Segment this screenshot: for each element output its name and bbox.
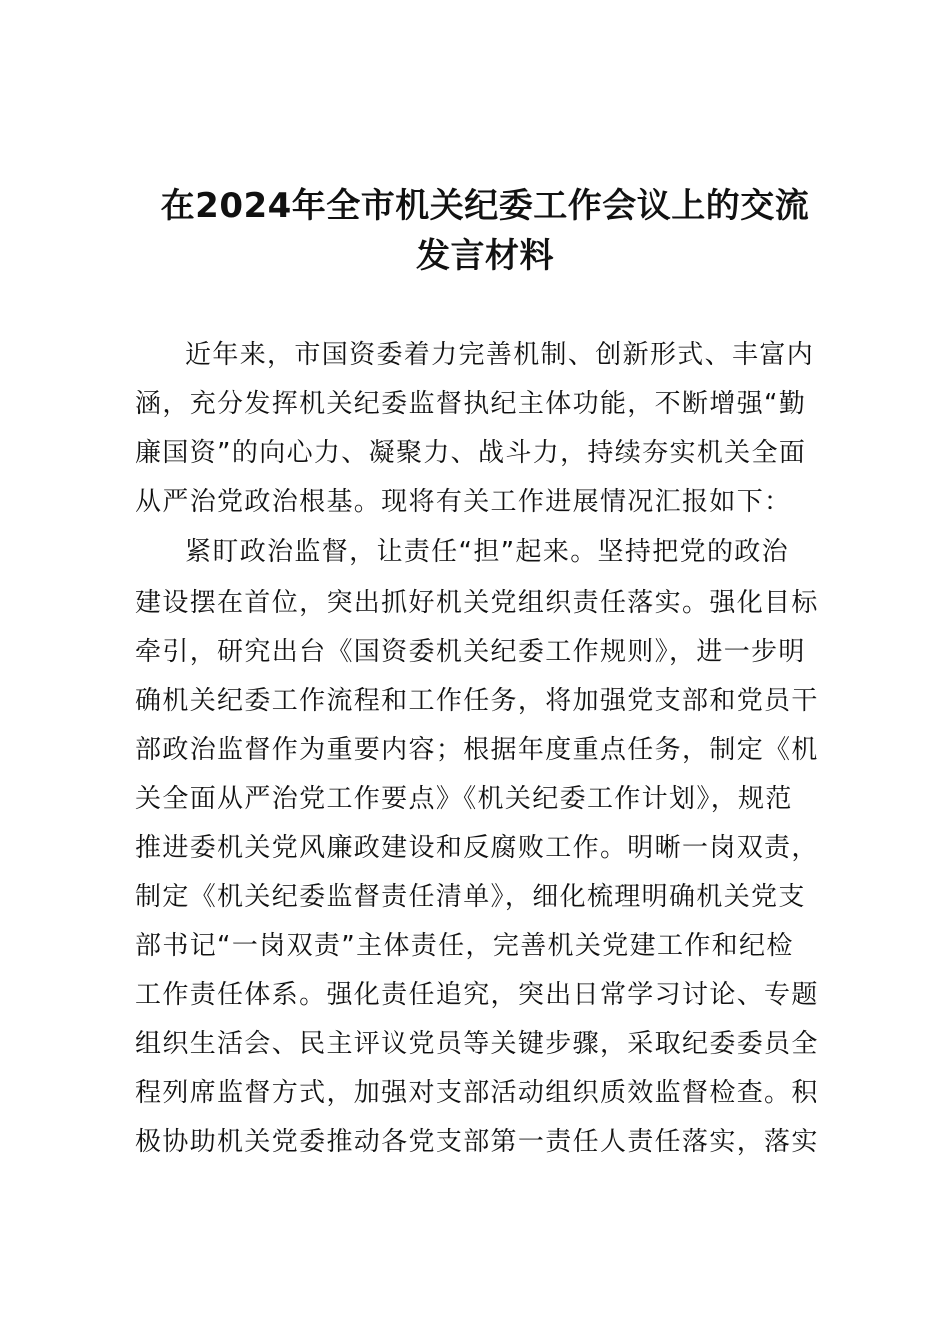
paragraph-2-line-4: 确机关纪委工作流程和工作任务，将加强党支部和党员干 <box>135 686 819 716</box>
paragraph-2-line-8: 制定《机关纪委监督责任清单》，细化梳理明确机关党支 <box>135 882 806 912</box>
paragraph-2-line-1: 紧盯政治监督，让责任“担”起来。坚持把党的政治 <box>185 537 789 567</box>
paragraph-1-line-3: 廉国资”的向心力、凝聚力、战斗力，持续夯实机关全面 <box>135 438 807 468</box>
paragraph-2-line-7: 推进委机关党风廉政建设和反腐败工作。明晰一岗双责， <box>135 833 819 863</box>
document-title-line-2: 发言材料 <box>416 236 554 276</box>
paragraph-2-line-2: 建设摆在首位，突出抓好机关党组织责任落实。强化目标 <box>135 588 819 618</box>
paragraph-2-line-6: 关全面从严治党工作要点》《机关纪委工作计划》，规范 <box>135 784 793 814</box>
document-title-line-1: 在2024年全市机关纪委工作会议上的交流 <box>160 186 810 226</box>
paragraph-2-line-5: 部政治监督作为重要内容；根据年度重点任务，制定《机 <box>135 735 819 765</box>
paragraph-2-line-11: 组织生活会、民主评议党员等关键步骤，采取纪委委员全 <box>135 1029 819 1059</box>
paragraph-1-line-1: 近年来，市国资委着力完善机制、创新形式、丰富内 <box>185 340 815 370</box>
paragraph-1-line-2: 涵，充分发挥机关纪委监督执纪主体功能，不断增强“勤 <box>135 389 807 419</box>
paragraph-2-line-10: 工作责任体系。强化责任追究，突出日常学习讨论、专题 <box>135 980 819 1010</box>
paragraph-1-line-4: 从严治党政治根基。现将有关工作进展情况汇报如下： <box>135 487 792 517</box>
paragraph-2-line-3: 牵引，研究出台《国资委机关纪委工作规则》，进一步明 <box>135 637 806 667</box>
paragraph-2-line-9: 部书记“一岗双责”主体责任，完善机关党建工作和纪检 <box>135 931 794 961</box>
paragraph-2-line-13: 极协助机关党委推动各党支部第一责任人责任落实，落实 <box>135 1127 819 1157</box>
paragraph-2-line-12: 程列席监督方式，加强对支部活动组织质效监督检查。积 <box>135 1078 819 1108</box>
